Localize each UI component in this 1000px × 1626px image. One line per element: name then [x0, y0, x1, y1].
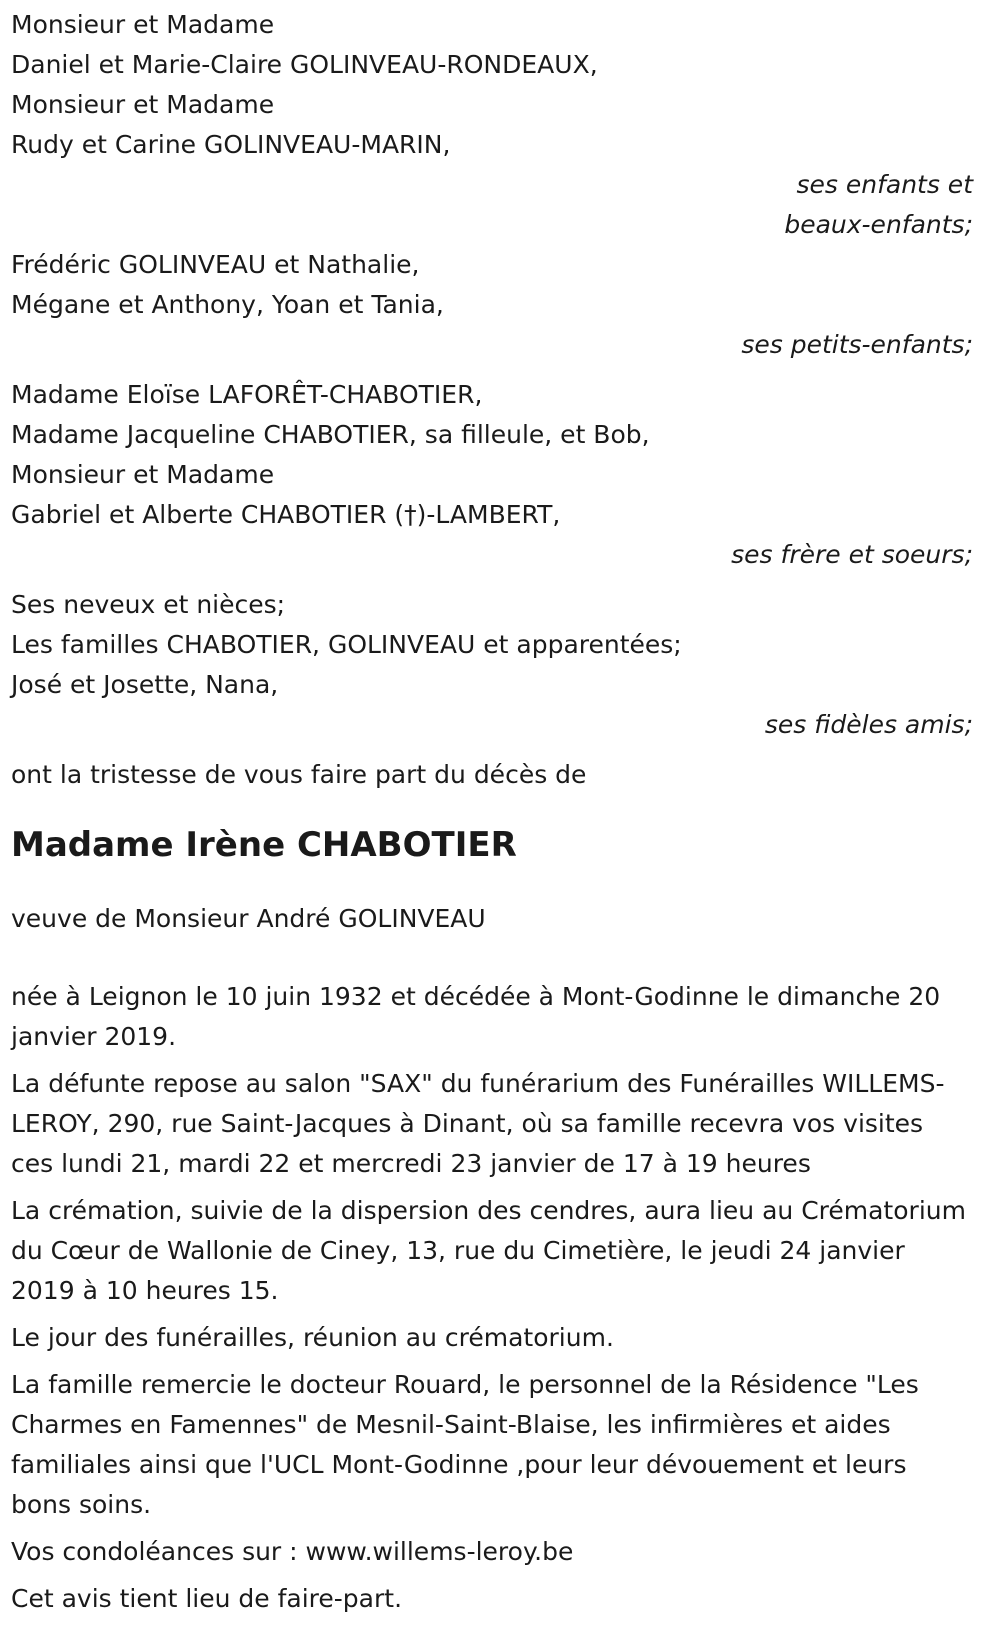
children-group: [11, 5, 973, 245]
deceased-name: Madame Irène CHABOTIER: [11, 825, 517, 865]
family-line: Monsieur et Madame: [11, 10, 275, 39]
family-line: Les familles CHABOTIER, GOLINVEAU et apparentées;: [11, 630, 682, 659]
family-line: Monsieur et Madame: [11, 90, 275, 119]
obituary-notice: [11, 5, 973, 1626]
grandchildren-group: [11, 245, 973, 365]
thanks-paragraph: La famille remercie le docteur Rouard, le personnel de la Résidence "Les Charmes en Famennes" de Mesnil-Saint-Blaise, les infirmières et aides familiales ainsi que l'UCL Mont-Godinne ,pour leur dévouement et leurs bons soins.: [11, 1370, 919, 1519]
family-line: Mégane et Anthony, Yoan et Tania,: [11, 290, 444, 319]
relation-label: ses fidèles amis;: [764, 710, 973, 739]
family-line: Frédéric GOLINVEAU et Nathalie,: [11, 250, 420, 279]
family-line: Gabriel et Alberte CHABOTIER (†)-LAMBERT,: [11, 500, 561, 529]
family-line: Daniel et Marie-Claire GOLINVEAU-RONDEAUX,: [11, 50, 598, 79]
family-line: Madame Eloïse LAFORÊT-CHABOTIER,: [11, 380, 483, 409]
visitation-paragraph: La défunte repose au salon "SAX" du funérarium des Funérailles WILLEMS-LEROY, 290, rue Saint-Jacques à Dinant, où sa famille recevra vos visites ces lundi 21, mardi 22 et mercredi 23 janvier de 17 à 19 heures: [11, 1069, 945, 1178]
relation-label: ses enfants et: [796, 170, 973, 199]
family-line: Madame Jacqueline CHABOTIER, sa filleule, et Bob,: [11, 420, 650, 449]
others-group: [11, 585, 973, 745]
cremation-paragraph: La crémation, suivie de la dispersion des cendres, aura lieu au Crématorium du Cœur de Wallonie de Ciney, 13, rue du Cimetière, le jeudi 24 janvier 2019 à 10 heures 15.: [11, 1196, 966, 1305]
notice-paragraph: Cet avis tient lieu de faire-part.: [11, 1584, 403, 1613]
family-line: Rudy et Carine GOLINVEAU-MARIN,: [11, 130, 451, 159]
announcement-text: ont la tristesse de vous faire part du décès de: [11, 760, 587, 789]
family-line: Monsieur et Madame: [11, 460, 275, 489]
siblings-group: [11, 375, 973, 575]
relation-label: beaux-enfants;: [784, 210, 973, 239]
spouse-line: veuve de Monsieur André GOLINVEAU: [11, 904, 486, 933]
birth-death-paragraph: née à Leignon le 10 juin 1932 et décédée à Mont-Godinne le dimanche 20 janvier 2019.: [11, 982, 941, 1051]
family-line: José et Josette, Nana,: [11, 670, 279, 699]
family-line: Ses neveux et nièces;: [11, 590, 286, 619]
details-section: [11, 977, 973, 1619]
relation-label: ses frère et soeurs;: [731, 540, 973, 569]
condolences-paragraph: Vos condoléances sur : www.willems-leroy.be: [11, 1537, 574, 1566]
meeting-paragraph: Le jour des funérailles, réunion au crématorium.: [11, 1323, 614, 1352]
relation-label: ses petits-enfants;: [741, 330, 973, 359]
